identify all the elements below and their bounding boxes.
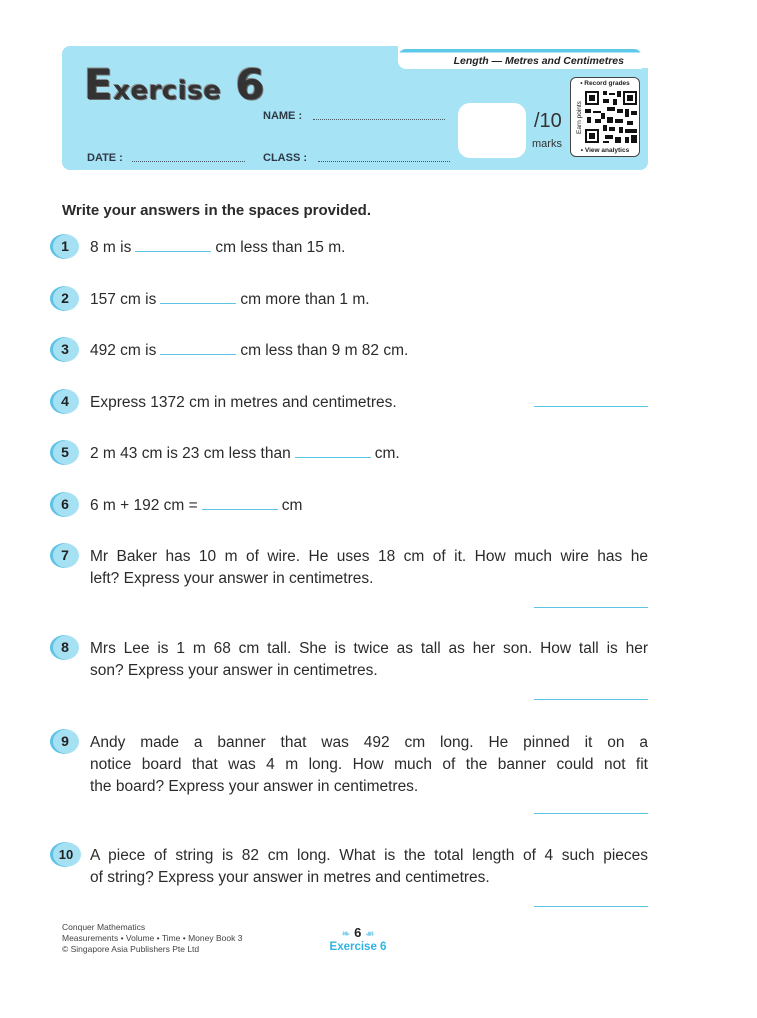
copyright: © Singapore Asia Publishers Pte Ltd	[62, 944, 200, 954]
page-number: 6	[354, 925, 362, 940]
qr-view-analytics: • View analytics	[580, 147, 630, 154]
answer-line-9[interactable]	[534, 813, 648, 814]
footer-page-info	[318, 925, 398, 953]
question-number-badge: 1	[50, 234, 80, 259]
page-exercise-label: Exercise 6	[329, 941, 387, 953]
topic-title: Length — Metres and Centimetres	[453, 55, 624, 67]
instruction: Write your answers in the spaces provided.	[62, 202, 371, 219]
question-number-badge: 10	[50, 842, 82, 867]
question-text: 8 m is cm less than 15 m.	[90, 239, 346, 256]
question-number-badge: 8	[50, 635, 80, 660]
question-text: Mrs Lee is 1 m 68 cm tall. She is twice as tall as her son. How tall is her son? Express your answer in centimetres.	[90, 640, 648, 679]
answer-blank[interactable]	[160, 290, 236, 304]
answer-blank[interactable]	[135, 238, 211, 252]
question-text: 492 cm is cm less than 9 m 82 cm.	[90, 342, 409, 359]
qr-card[interactable]	[570, 77, 640, 157]
class-label: CLASS :	[263, 152, 307, 164]
question-text: 2 m 43 cm is 23 cm less than cm.	[90, 445, 400, 462]
question-number-badge: 3	[50, 337, 80, 362]
topic-tab	[398, 49, 642, 69]
answer-line-7[interactable]	[534, 607, 648, 608]
question-number-badge: 5	[50, 440, 80, 465]
question-text: 6 m + 192 cm = cm	[90, 497, 303, 514]
answer-line-10[interactable]	[534, 906, 648, 907]
question-number-badge: 2	[50, 286, 80, 311]
question-number-badge: 9	[50, 729, 80, 754]
qr-record-grades: • Record grades	[580, 80, 630, 87]
book-title: Measurements • Volume • Time • Money Book 3	[62, 933, 243, 943]
exercise-title	[84, 60, 265, 109]
answer-line-4[interactable]	[534, 406, 648, 407]
answer-blank[interactable]	[295, 444, 371, 458]
name-field[interactable]	[313, 119, 445, 120]
answer-line-8[interactable]	[534, 699, 648, 700]
leaf-left-icon: ❧	[341, 929, 351, 940]
marks-total: /10	[534, 110, 562, 132]
answer-blank[interactable]	[160, 341, 236, 355]
exercise-initial: E	[84, 60, 114, 109]
question-number-badge: 4	[50, 389, 80, 414]
footer-book-info	[62, 922, 242, 955]
date-label: DATE :	[87, 152, 123, 164]
name-label: NAME :	[263, 110, 303, 122]
question-number-badge: 6	[50, 492, 80, 517]
date-field[interactable]	[132, 161, 245, 162]
question-text: Andy made a banner that was 492 cm long. He pinned it on a notice board that was 4 m long. How much of the banner could not fit the board? Express your answer in centimetres.	[90, 734, 648, 795]
class-field[interactable]	[318, 161, 450, 162]
question-text: Express 1372 cm in metres and centimetres.	[90, 394, 397, 411]
exercise-word: xercise	[113, 76, 222, 106]
question-number-badge: 7	[50, 543, 80, 568]
qr-code-icon	[583, 89, 639, 145]
marks-score-box[interactable]	[458, 103, 526, 158]
question-text: 157 cm is cm more than 1 m.	[90, 291, 370, 308]
book-series: Conquer Mathematics	[62, 922, 146, 932]
question-text: Mr Baker has 10 m of wire. He uses 18 cm of it. How much wire has he left? Express your answer in centimetres.	[90, 548, 648, 587]
marks-label: marks	[532, 138, 562, 150]
answer-blank[interactable]	[202, 496, 278, 510]
question-text: A piece of string is 82 cm long. What is the total length of 4 such pieces of string? Express your answer in metres and centimetres.	[90, 847, 648, 886]
exercise-number: 6	[235, 60, 266, 109]
qr-earn-points: Earn points	[575, 101, 583, 134]
leaf-right-icon: ☙	[365, 929, 375, 940]
